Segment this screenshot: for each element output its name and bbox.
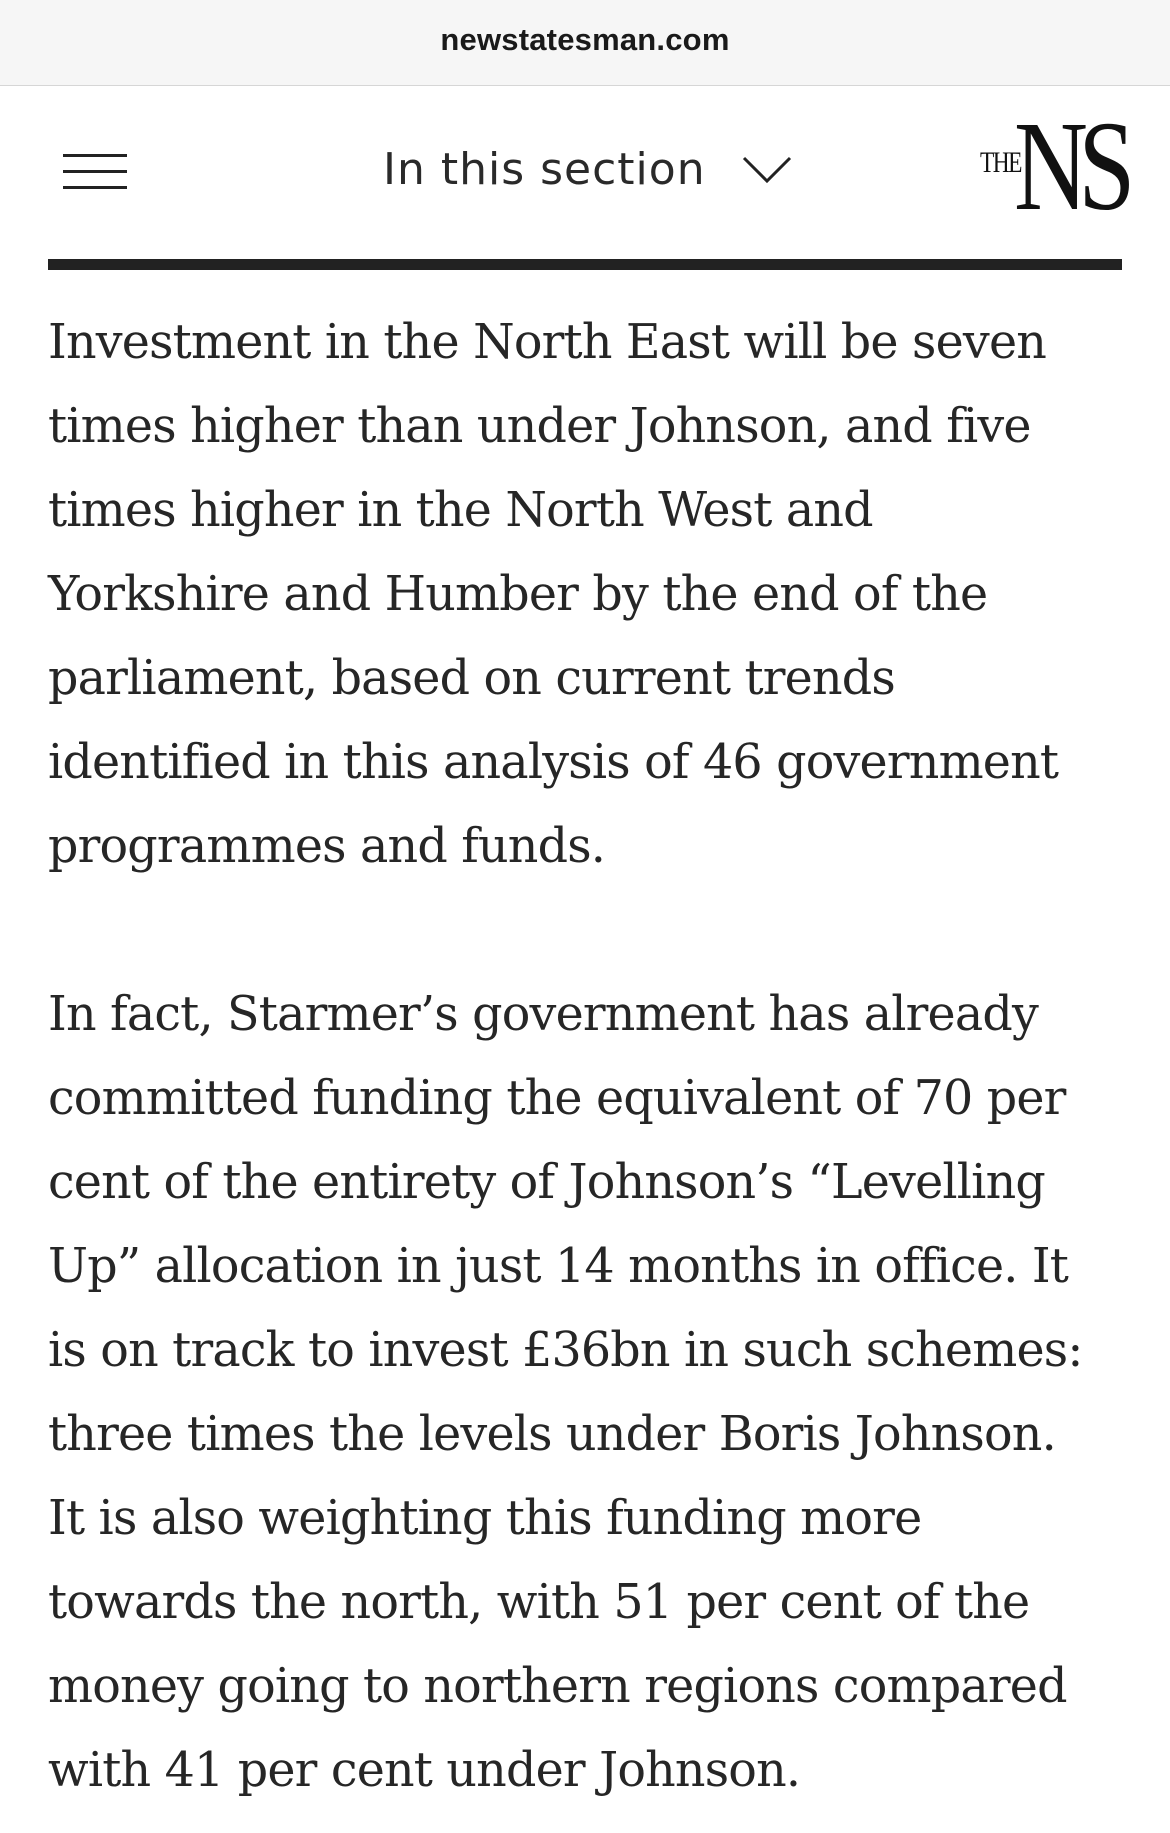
paragraph-line: programmes and funds. xyxy=(48,819,606,874)
site-header xyxy=(0,86,1170,262)
logo-ns-text: NS xyxy=(1014,95,1126,237)
menu-line xyxy=(63,154,127,157)
article-body xyxy=(48,301,1128,1813)
chevron-down-icon xyxy=(742,156,792,184)
menu-line xyxy=(63,170,127,173)
browser-address-bar[interactable] xyxy=(0,0,1170,86)
paragraph-line: times higher than under Johnson, and five xyxy=(48,399,1031,454)
paragraph-line: money going to northern regions compared xyxy=(48,1659,1067,1714)
paragraph-line: with 41 per cent under Johnson. xyxy=(48,1743,801,1798)
paragraph-line: cent of the entirety of Johnson’s “Levelling xyxy=(48,1155,1045,1210)
logo-the-text: THE xyxy=(980,146,1021,179)
paragraph-line: It is also weighting this funding more xyxy=(48,1491,922,1546)
paragraph-line: three times the levels under Boris Johnson. xyxy=(48,1407,1056,1462)
section-dropdown-label: In this section xyxy=(383,144,706,195)
paragraph-line: Up” allocation in just 14 months in office. It xyxy=(48,1239,1069,1294)
paragraph-line: identified in this analysis of 46 government xyxy=(48,735,1059,790)
section-dropdown[interactable] xyxy=(383,144,792,195)
paragraph-line: In fact, Starmer’s government has already xyxy=(48,987,1038,1042)
url-text[interactable]: newstatesman.com xyxy=(440,21,730,57)
paragraph-line: Yorkshire and Humber by the end of the xyxy=(48,567,988,622)
hamburger-menu-icon[interactable] xyxy=(56,150,128,194)
article-paragraph-2 xyxy=(48,973,1128,1813)
paragraph-line: is on track to invest £36bn in such schemes: xyxy=(48,1323,1083,1378)
header-divider xyxy=(48,259,1122,270)
menu-line xyxy=(63,186,127,189)
paragraph-line: times higher in the North West and xyxy=(48,483,873,538)
paragraph-line: committed funding the equivalent of 70 per xyxy=(48,1071,1066,1126)
article-paragraph-1 xyxy=(48,301,1128,889)
new-statesman-logo[interactable] xyxy=(972,95,1126,237)
paragraph-line: parliament, based on current trends xyxy=(48,651,895,706)
paragraph-line: towards the north, with 51 per cent of the xyxy=(48,1575,1030,1630)
paragraph-line: Investment in the North East will be seven xyxy=(48,315,1047,370)
